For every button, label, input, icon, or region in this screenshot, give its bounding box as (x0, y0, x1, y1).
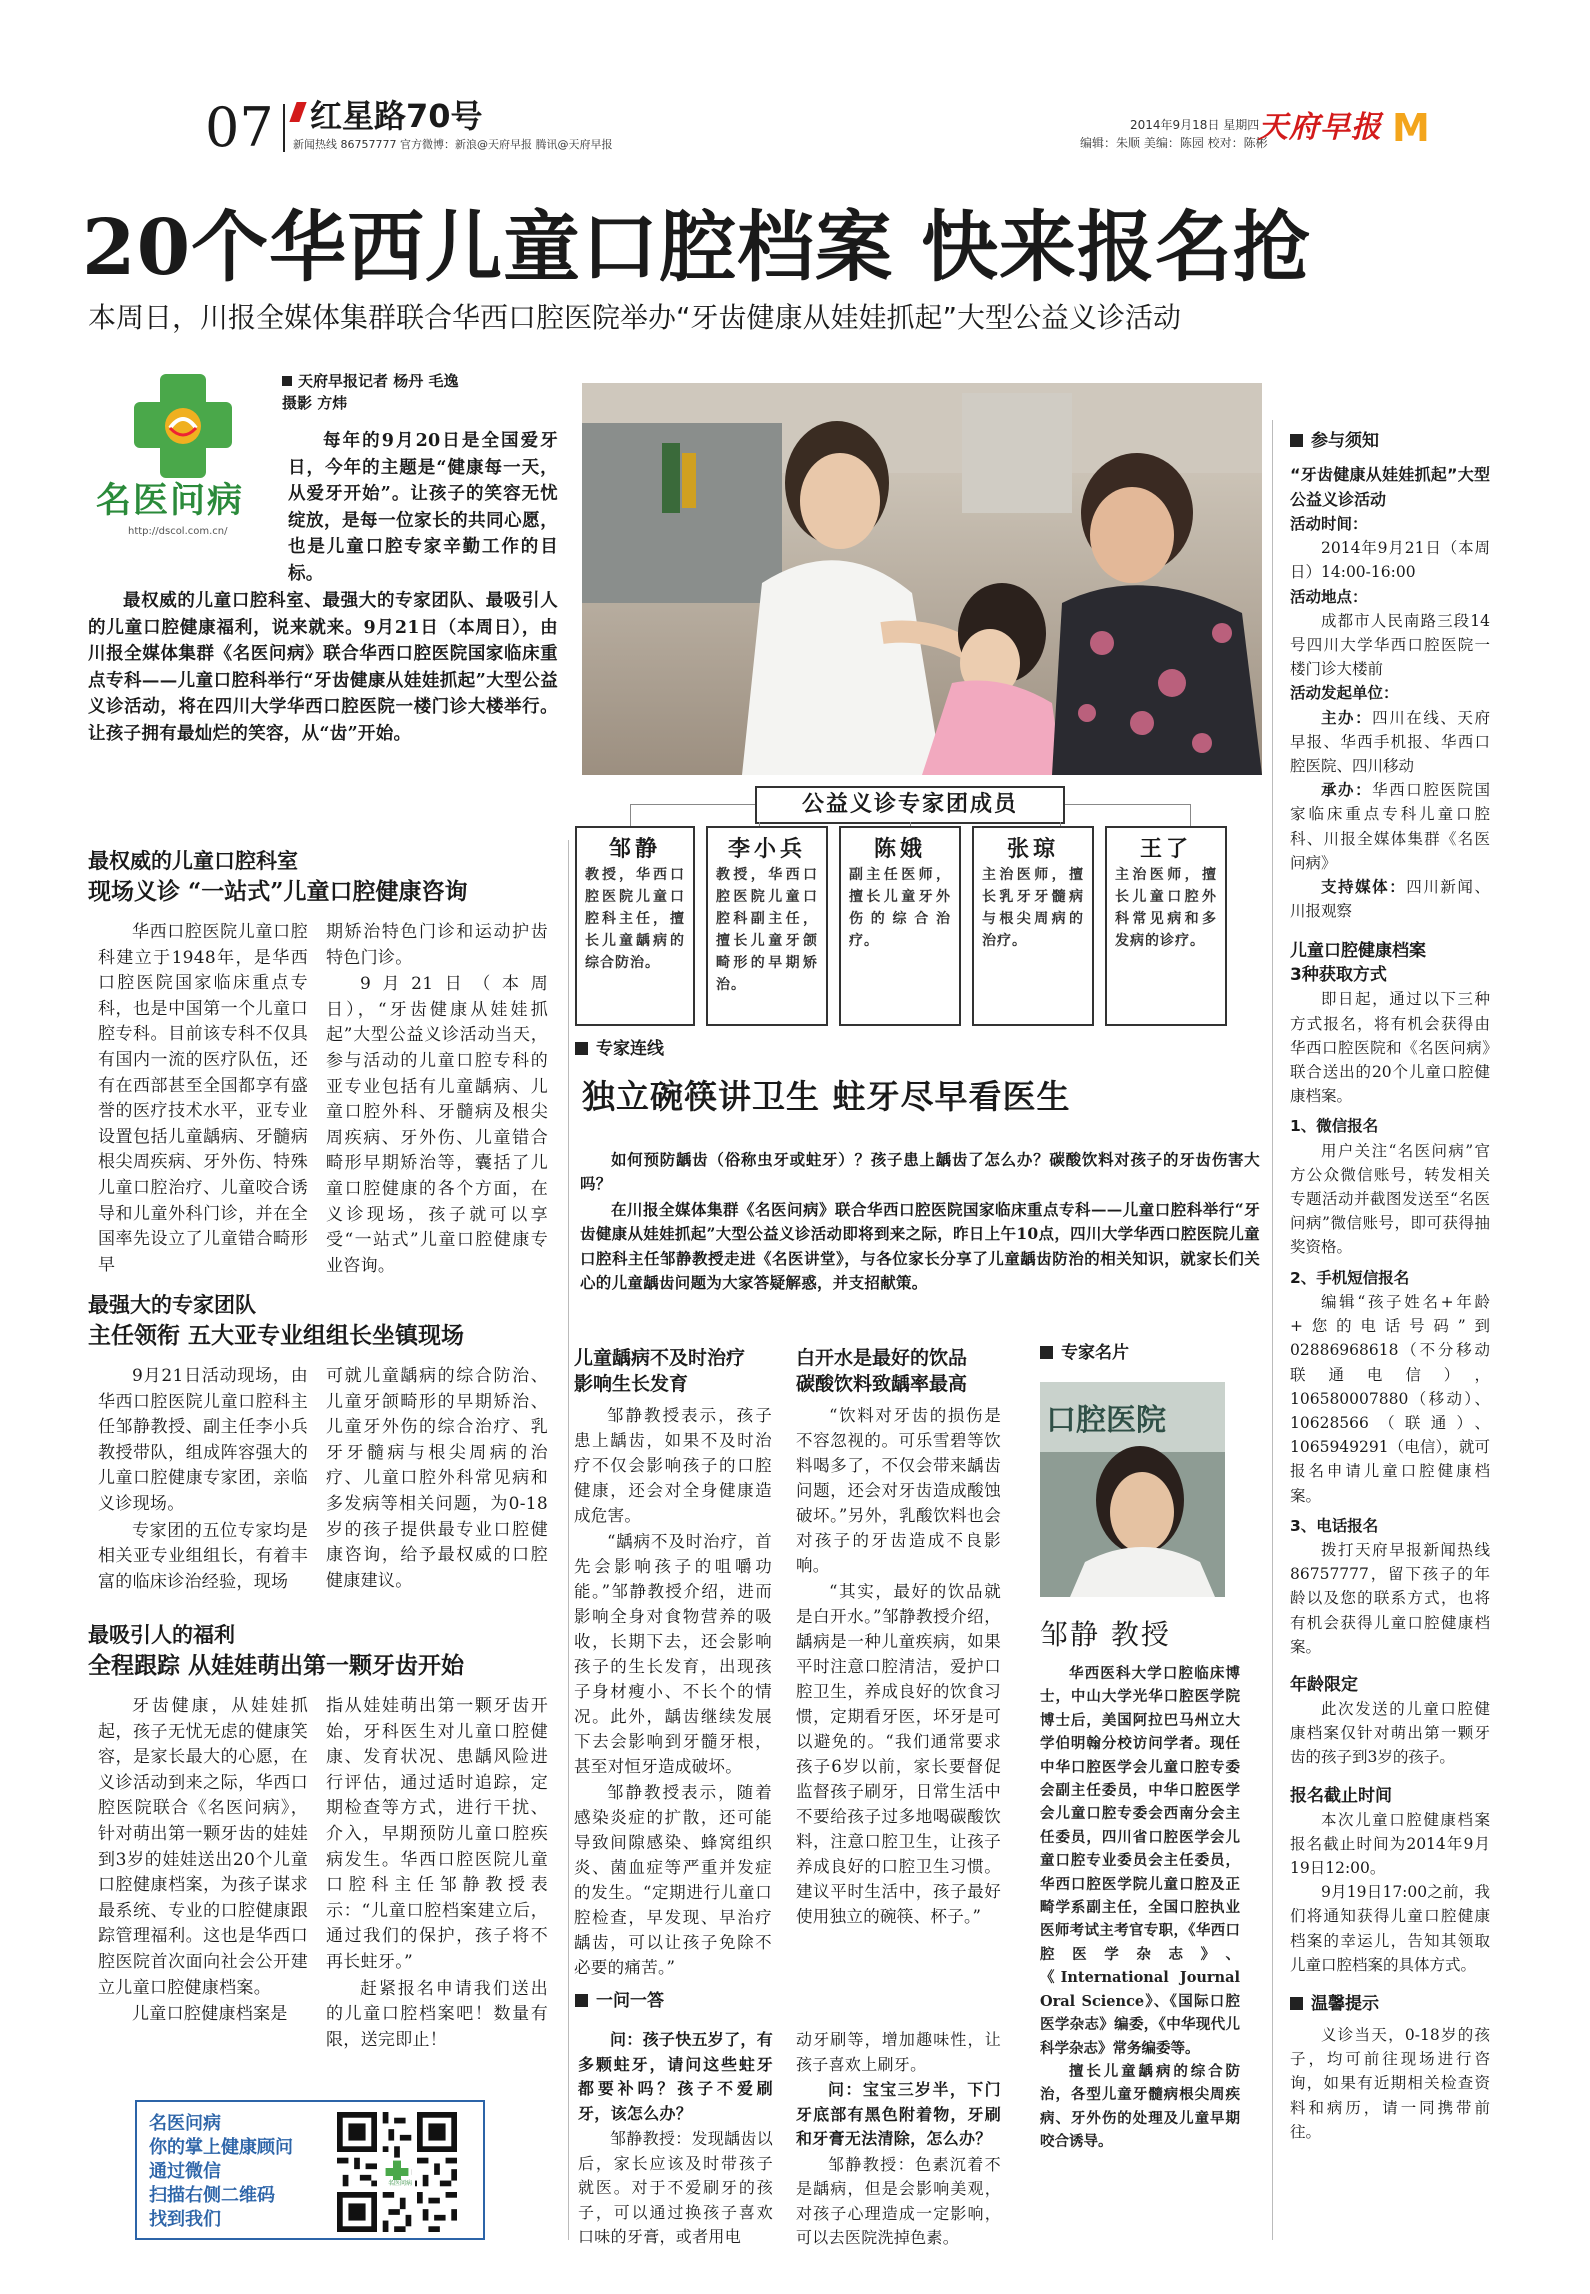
qa-col2 (796, 2028, 1001, 2251)
section-2 (88, 1290, 558, 1592)
expert-link-col2-body (796, 1403, 1001, 1929)
intro-para-2: 最权威的儿童口腔科室、最强大的专家团队、最吸引人的儿童口腔健康福利，说来就来。9月21日（本周日），由川报全媒体集群《名医问病》联合华西口腔医院国家临床重点专科——儿童口腔科举行“牙齿健康从娃娃抓起”大型公益义诊活动，将在四川大学华西口腔医院一楼门诊大楼举行。让孩子拥有最灿烂的笑容，从“齿”开始。 (88, 591, 558, 744)
expert-link-col1-body (574, 1403, 772, 1980)
expert-link-lead-1: 如何预防龋齿（俗称虫牙或蛀牙）？孩子患上龋齿了怎么办？碳酸饮料对孩子的牙齿伤害大吗？ (580, 1150, 1260, 1194)
expert-card-wangle (1105, 826, 1227, 1026)
paragraph: 9月21日（本周日），“牙齿健康从娃娃抓起”大型公益义诊活动当天，参与活动的儿童口腔专科的亚专业包括有儿童龋病、儿童口腔外科、牙髓病及根尖周疾病、牙外伤、儿童错合畸形早期矫治等，囊括了儿童口腔健康的各个方面，在义诊现场，孩子就可以享受“一站式”儿童口腔健康专业咨询。 (326, 974, 548, 1276)
paragraph: 邹静教授表示，孩子患上龋齿，如果不及时治疗不仅会影响孩子的口腔健康，还会对全身健康造成危害。 (574, 1406, 772, 1525)
expert-card-zoujing (575, 826, 695, 1026)
sidebar-place-label: 活动地点： (1290, 587, 1368, 606)
paragraph: 可就儿童龋病的综合防治、儿童牙颌畸形的早期矫治、儿童牙外伤的综合治疗、乳牙牙髓病与根尖周病的治疗、儿童口腔外科常见病和多发病等相关问题，为0-18岁的孩子提供最专业口腔健康咨询，给予最权威的口腔健康建议。 (326, 1366, 548, 1591)
section-1-col1 (98, 920, 308, 1278)
sidebar-archive-intro: 即日起，通过以下三种方式报名，将有机会获得由华西口腔医院和《名医问病》联合送出的20个儿童口腔健康档案。 (1290, 990, 1490, 1106)
sidebar-way1-title: 1、微信报名 (1290, 1117, 1379, 1136)
section-3-title: 全程跟踪 从娃娃萌出第一颗牙齿开始 (88, 1652, 465, 1679)
sidebar-host: 四川在线、天府早报、华西手机报、华西口腔医院、四川移动 (1290, 708, 1490, 776)
section-2-kicker: 最强大的专家团队 (88, 1293, 256, 1317)
sidebar-place: 成都市人民南路三段14号四川大学华西口腔医院一楼门诊大楼前 (1290, 611, 1490, 679)
paragraph: 赶紧报名申请我们送出的儿童口腔档案吧！数量有限，送完即止！ (326, 1978, 548, 2050)
profile-tag: 专家名片 (1040, 1342, 1129, 1364)
sidebar-age-title: 年龄限定 (1290, 1674, 1358, 1695)
paragraph: “其实，最好的饮品就是白开水。”邹静教授介绍，龋病是一种儿童疾病，如果平时注意口腔清洁，爱护口腔卫生，养成良好的饮食习惯，定期看牙医，坏牙是可以避免的。“我们通常要求孩子6岁以前，家长要督促监督孩子刷牙，日常生活中不要给孩子过多地喝碳酸饮料，注意口腔卫生，让孩子养成良好的口腔卫生习惯。建议平时生活中，孩子最好使用独立的碗筷、杯子。” (796, 1582, 1001, 1926)
column-rule-left (568, 840, 569, 2240)
sidebar-deadline-title: 报名截止时间 (1290, 1785, 1392, 1806)
paragraph: 儿童口腔健康档案是 (132, 2004, 288, 2025)
expert-link-col2-title: 白开水是最好的饮品 碳酸饮料致龋率最高 (796, 1347, 968, 1395)
section-1-title: 现场义诊 “一站式”儿童口腔健康咨询 (88, 878, 468, 905)
paragraph: 牙齿健康，从娃娃抓起，孩子无忧无虑的健康笑容，是家长最大的心愿，在义诊活动到来之际，华西口腔医院联合《名医问病》，针对萌出第一颗牙齿的娃娃到3岁的娃娃送出20个儿童口腔健康档案，为孩子谋求最系统、专业的口腔健康跟踪管理福利。这也是华西口腔医院首次面向社会公开建立儿童口腔健康档案。 (98, 1696, 308, 1998)
sidebar-join-tag: 参与须知 (1290, 430, 1490, 452)
badge-url: http://dscol.com.cn/ (128, 526, 228, 537)
expert-card-lixiaobing (706, 826, 828, 1026)
expert-link-lead (580, 1148, 1260, 1295)
expert-desc: 副主任医师，擅长儿童牙外伤的综合治疗。 (849, 867, 951, 949)
expert-desc: 教授，华西口腔医院儿童口腔科副主任，擅长儿童牙颌畸形的早期矫治。 (716, 867, 818, 993)
expert-name: 李小兵 (727, 836, 806, 862)
profile-portrait (1040, 1382, 1225, 1597)
section-1-col2 (326, 920, 548, 1279)
expert-panel-title: 公益义诊专家团成员 (755, 786, 1065, 824)
qa-question: 问：宝宝三岁半，下门牙底部有黑色附着物，牙刷和牙膏无法清除，怎么办？ (796, 2080, 1001, 2148)
section-1-kicker: 最权威的儿童口腔科室 (88, 849, 298, 873)
expert-name: 王了 (1139, 836, 1192, 862)
sidebar-deadline: 本次儿童口腔健康档案报名截止时间为2014年9月19日12:00。 (1290, 1810, 1490, 1877)
expert-desc: 主治医师，擅长儿童口腔外科常见病和多发病的诊疗。 (1115, 867, 1217, 949)
clinic-photo (582, 383, 1262, 775)
expert-panel (560, 778, 1260, 1033)
section-3 (88, 1620, 558, 2050)
masthead-editors: 编辑：朱顺 美编：陈园 校对：陈彬 (1080, 136, 1268, 150)
page-number-divider (283, 104, 285, 152)
sidebar-way3: 拨打天府早报新闻热线86757777，留下孩子的年龄以及您的联系方式，也将有机会获得儿童口腔健康档案。 (1290, 1540, 1490, 1656)
qa-answer: 动牙刷等，增加趣味性，让孩子喜欢上刷牙。 (796, 2030, 1001, 2074)
sidebar-archive-title: 儿童口腔健康档案 3种获取方式 (1290, 941, 1426, 986)
sidebar-org-label: 活动发起单位： (1290, 684, 1399, 703)
byline (282, 370, 562, 414)
sidebar-host-label: 主办： (1321, 708, 1373, 727)
qr-line: 扫描右侧二维码 (149, 2185, 275, 2206)
qr-line: 通过微信 (149, 2161, 221, 2182)
sidebar-way1: 用户关注“名医问病”官方公众微信账号，转发相关专题活动并截图发送至“名医问病”微信账号，即可获得抽奖资格。 (1290, 1141, 1490, 1257)
qa-question: 问：孩子快五岁了，有多颗蛀牙，请问这些蛀牙都要补吗？孩子不爱刷牙，该怎么办？ (578, 2030, 774, 2123)
sidebar-support-label: 支持媒体： (1321, 878, 1407, 897)
column-rule-right (1272, 420, 1273, 2240)
expert-link-col2 (796, 1345, 1001, 1929)
expert-link-col1 (574, 1345, 772, 1980)
sidebar-undertake-label: 承办： (1321, 781, 1373, 800)
profile-photo (1040, 1382, 1225, 1597)
sidebar-deadline-notice: 9月19日17:00之前，我们将通知获得儿童口腔健康档案的幸运儿，告知其领取儿童口腔档案的具体方式。 (1290, 1883, 1490, 1974)
badge-title: 名医问病 (96, 481, 245, 521)
masthead-contact: 新闻热线 86757777 官方微博：新浪@天府早报 腾讯@天府早报 (293, 138, 613, 151)
expert-link-title: 独立碗筷讲卫生 蛀牙尽早看医生 (582, 1077, 1071, 1116)
sidebar-time: 2014年9月21日（本周日）14:00-16:00 (1290, 539, 1490, 582)
section-flag-icon (289, 102, 306, 122)
paragraph: “饮料对牙齿的损伤是不容忽视的。可乐雪碧等饮料喝多了，不仅会带来龋齿问题，还会对牙齿造成酸蚀破坏。”另外，乳酸饮料也会对孩子的牙齿造成不良影响。 (796, 1406, 1001, 1575)
qr-line: 找到我们 (149, 2209, 221, 2230)
section-2-title: 主任领衔 五大亚专业组组长坐镇现场 (88, 1322, 465, 1349)
expert-link-tag: 专家连线 (575, 1038, 664, 1060)
paper-m-logo-icon: M (1392, 106, 1430, 150)
paper-logo: 天府早报 (1258, 110, 1382, 145)
section-3-col1 (98, 1694, 308, 2028)
qa-tag: 一问一答 (575, 1990, 664, 2012)
masthead (0, 90, 1590, 160)
section-2-col2 (326, 1364, 548, 1594)
qr-line: 名医问病 (149, 2113, 221, 2134)
paragraph: 专家团的五位专家均是相关亚专业组组长，有着丰富的临床诊治经验，现场 (98, 1520, 308, 1592)
profile-bio (1040, 1662, 1240, 2154)
qa-answer: 邹静教授：发现龋齿以后，家长应该及时带孩子就医。对于不爱刷牙的孩子，可以通过换孩子喜欢口味的牙膏，或者用电 (578, 2129, 774, 2246)
expert-name: 张琼 (1006, 836, 1059, 862)
byline-photo: 摄影 方炜 (282, 394, 348, 412)
qa-col1 (578, 2028, 773, 2250)
expert-link-col1-title: 儿童龋病不及时治疗 影响生长发育 (574, 1347, 746, 1395)
sidebar-way3-title: 3、电话报名 (1290, 1516, 1379, 1535)
deck: 本周日，川报全媒体集群联合华西口腔医院举办“牙齿健康从娃娃抓起”大型公益义诊活动 (88, 301, 1182, 334)
page-number: 07 (205, 96, 274, 159)
profile-name: 邹静 教授 (1040, 1618, 1171, 1651)
qr-box-text (149, 2112, 319, 2232)
sidebar-way2: 编辑“孩子姓名+年龄+您的电话号码”到02886968618（不分移动联通电信），106580007880（移动）、10628566（联通）、1065949291（电信），就可报名申请儿童口腔健康档案。 (1290, 1292, 1490, 1505)
paragraph: 邹静教授表示，随着感染炎症的扩散，还可能导致间隙感染、蜂窝组织炎、菌血症等严重并发症的发生。“定期进行儿童口腔检查，早发现、早治疗龋齿，可以让孩子免除不必要的痛苦。” (574, 1783, 772, 1977)
sidebar-event-title: “牙齿健康从娃娃抓起”大型公益义诊活动 (1290, 465, 1490, 509)
headline: 20个华西儿童口腔档案 快来报名抢 (82, 203, 1311, 293)
paragraph: “龋病不及时治疗，首先会影响孩子的咀嚼功能。”邹静教授介绍，进而影响全身对食物营养的吸收，长期下去，还会影响孩子的生长发育，出现孩子身材瘦小、不长个的情况。此外，龋齿继续发展下去会影响到牙髓牙根，甚至对恒牙造成破坏。 (574, 1532, 772, 1776)
sidebar-tips: 义诊当天，0-18岁的孩子，均可前往现场进行咨询，如果有近期相关检查资料和病历，请一同携带前往。 (1290, 2025, 1490, 2141)
section-name: 红星路70号 (310, 97, 483, 135)
expert-desc: 主治医师，擅长乳牙牙髓病与根尖周病的治疗。 (982, 867, 1084, 949)
qr-code-icon[interactable] (337, 2112, 457, 2232)
sidebar-undertake: 华西口腔医院国家临床重点专科儿童口腔科、川报全媒体集群《名医问病》 (1290, 781, 1490, 872)
paragraph: 擅长儿童龋病的综合防治，各型儿童牙髓病根尖周疾病、牙外伤的处理及儿童早期咬合诱导。 (1040, 2062, 1240, 2151)
paragraph: 华西医科大学口腔临床博士，中山大学光华口腔医学院博士后，美国阿拉巴马州立大学伯明翰分校访问学者。现任中华口腔医学会儿童口腔专委会副主任委员，中华口腔医学会儿童口腔专委会西南分会主任委员，四川省口腔医学会儿童口腔专业委员会主任委员，华西口腔医学院儿童口腔及正畸学系副主任，全国口腔执业医师考试主考官专职，《华西口腔医学杂志》、《International Journal Oral Science》、《国际口腔医学杂志》编委，《中华现代儿科学杂志》常务编委等。 (1040, 1665, 1240, 2057)
profile-photo-sign: 口腔医院 (1046, 1403, 1166, 1438)
byline-reporter: 天府早报记者 杨丹 毛逸 (298, 372, 459, 390)
expert-name: 陈娥 (873, 836, 926, 862)
expert-name: 邹静 (608, 836, 661, 862)
intro (88, 428, 558, 747)
masthead-date: 2014年9月18日 星期四 (1130, 118, 1260, 132)
sidebar-tips-tag: 温馨提示 (1290, 1993, 1490, 2015)
expert-desc: 教授，华西口腔医院儿童口腔科主任，擅长儿童龋病的综合防治。 (585, 867, 685, 971)
sidebar-way2-title: 2、手机短信报名 (1290, 1268, 1410, 1287)
qr-caption: 名医问病 (385, 2180, 415, 2188)
section-2-col1 (98, 1364, 308, 1595)
section-3-col2 (326, 1694, 548, 2053)
qa-answer: 邹静教授：色素沉着不是龋病，但是会影响美观，对孩子心理造成一定影响，可以去医院洗掉色素。 (796, 2154, 1001, 2247)
paragraph: 华西口腔医院儿童口腔科建立于1948年，是华西口腔医院国家临床重点专科，也是中国第一个儿童口腔专科。目前该专科不仅具有国内一流的医疗队伍，还有在西部甚至全国都享有盛誉的医疗技术水平，亚专业设置包括儿童龋病、牙髓病根尖周疾病、牙外伤、特殊儿童口腔治疗、儿童咬合诱导和儿童外科门诊，并在全国率先设立了儿童错合畸形早 (98, 922, 308, 1275)
clinic-photo-illustration (582, 383, 1262, 775)
paragraph: 期矫治特色门诊和运动护齿特色门诊。 (326, 922, 548, 968)
section-3-kicker: 最吸引人的福利 (88, 1623, 235, 1647)
expert-link-lead-2: 在川报全媒体集群《名医问病》联合华西口腔医院国家临床重点专科——儿童口腔科举行“牙齿健康从娃娃抓起”大型公益义诊活动即将到来之际，昨日上午10点，四川大学华西口腔医院儿童口腔科主任邹静教授走进《名医讲堂》，与各位家长分享了儿童龋齿防治的相关知识，就家长们关心的儿童龋齿问题为大家答疑解惑，并支招献策。 (580, 1199, 1260, 1293)
paragraph: 9月21日活动现场，由华西口腔医院儿童口腔科主任邹静教授、副主任李小兵教授带队，组成阵容强大的儿童口腔健康专家团，亲临义诊现场。 (98, 1366, 308, 1514)
expert-card-zhangqiong (972, 826, 1094, 1026)
expert-card-chene (839, 826, 961, 1026)
intro-para-1: 每年的9月20日是全国爱牙日，今年的主题是“健康每一天，从爱牙开始”。让孩子的笑容无忧绽放，是每一位家长的共同心愿，也是儿童口腔专家辛勤工作的目标。 (288, 431, 558, 584)
paragraph: 指从娃娃萌出第一颗牙齿开始，牙科医生对儿童口腔健康、发育状况、患龋风险进行评估，通过适时追踪，定期检查等方式，进行干扰、介入，早期预防儿童口腔疾病发生。华西口腔医院儿童口腔科主任邹静教授表示：“儿童口腔档案建立后，通过我们的保护，孩子将不再长蛀牙。” (326, 1696, 548, 1972)
qr-line: 你的掌上健康顾问 (149, 2137, 293, 2158)
qr-box (135, 2100, 485, 2240)
sidebar-support: 四川新闻、川报观察 (1290, 878, 1490, 921)
sidebar-age: 此次发送的儿童口腔健康档案仅针对萌出第一颗牙齿的孩子到3岁的孩子。 (1290, 1699, 1490, 1767)
sidebar-time-label: 活动时间： (1290, 515, 1368, 533)
sidebar (1290, 430, 1490, 2144)
section-1 (88, 846, 558, 1276)
